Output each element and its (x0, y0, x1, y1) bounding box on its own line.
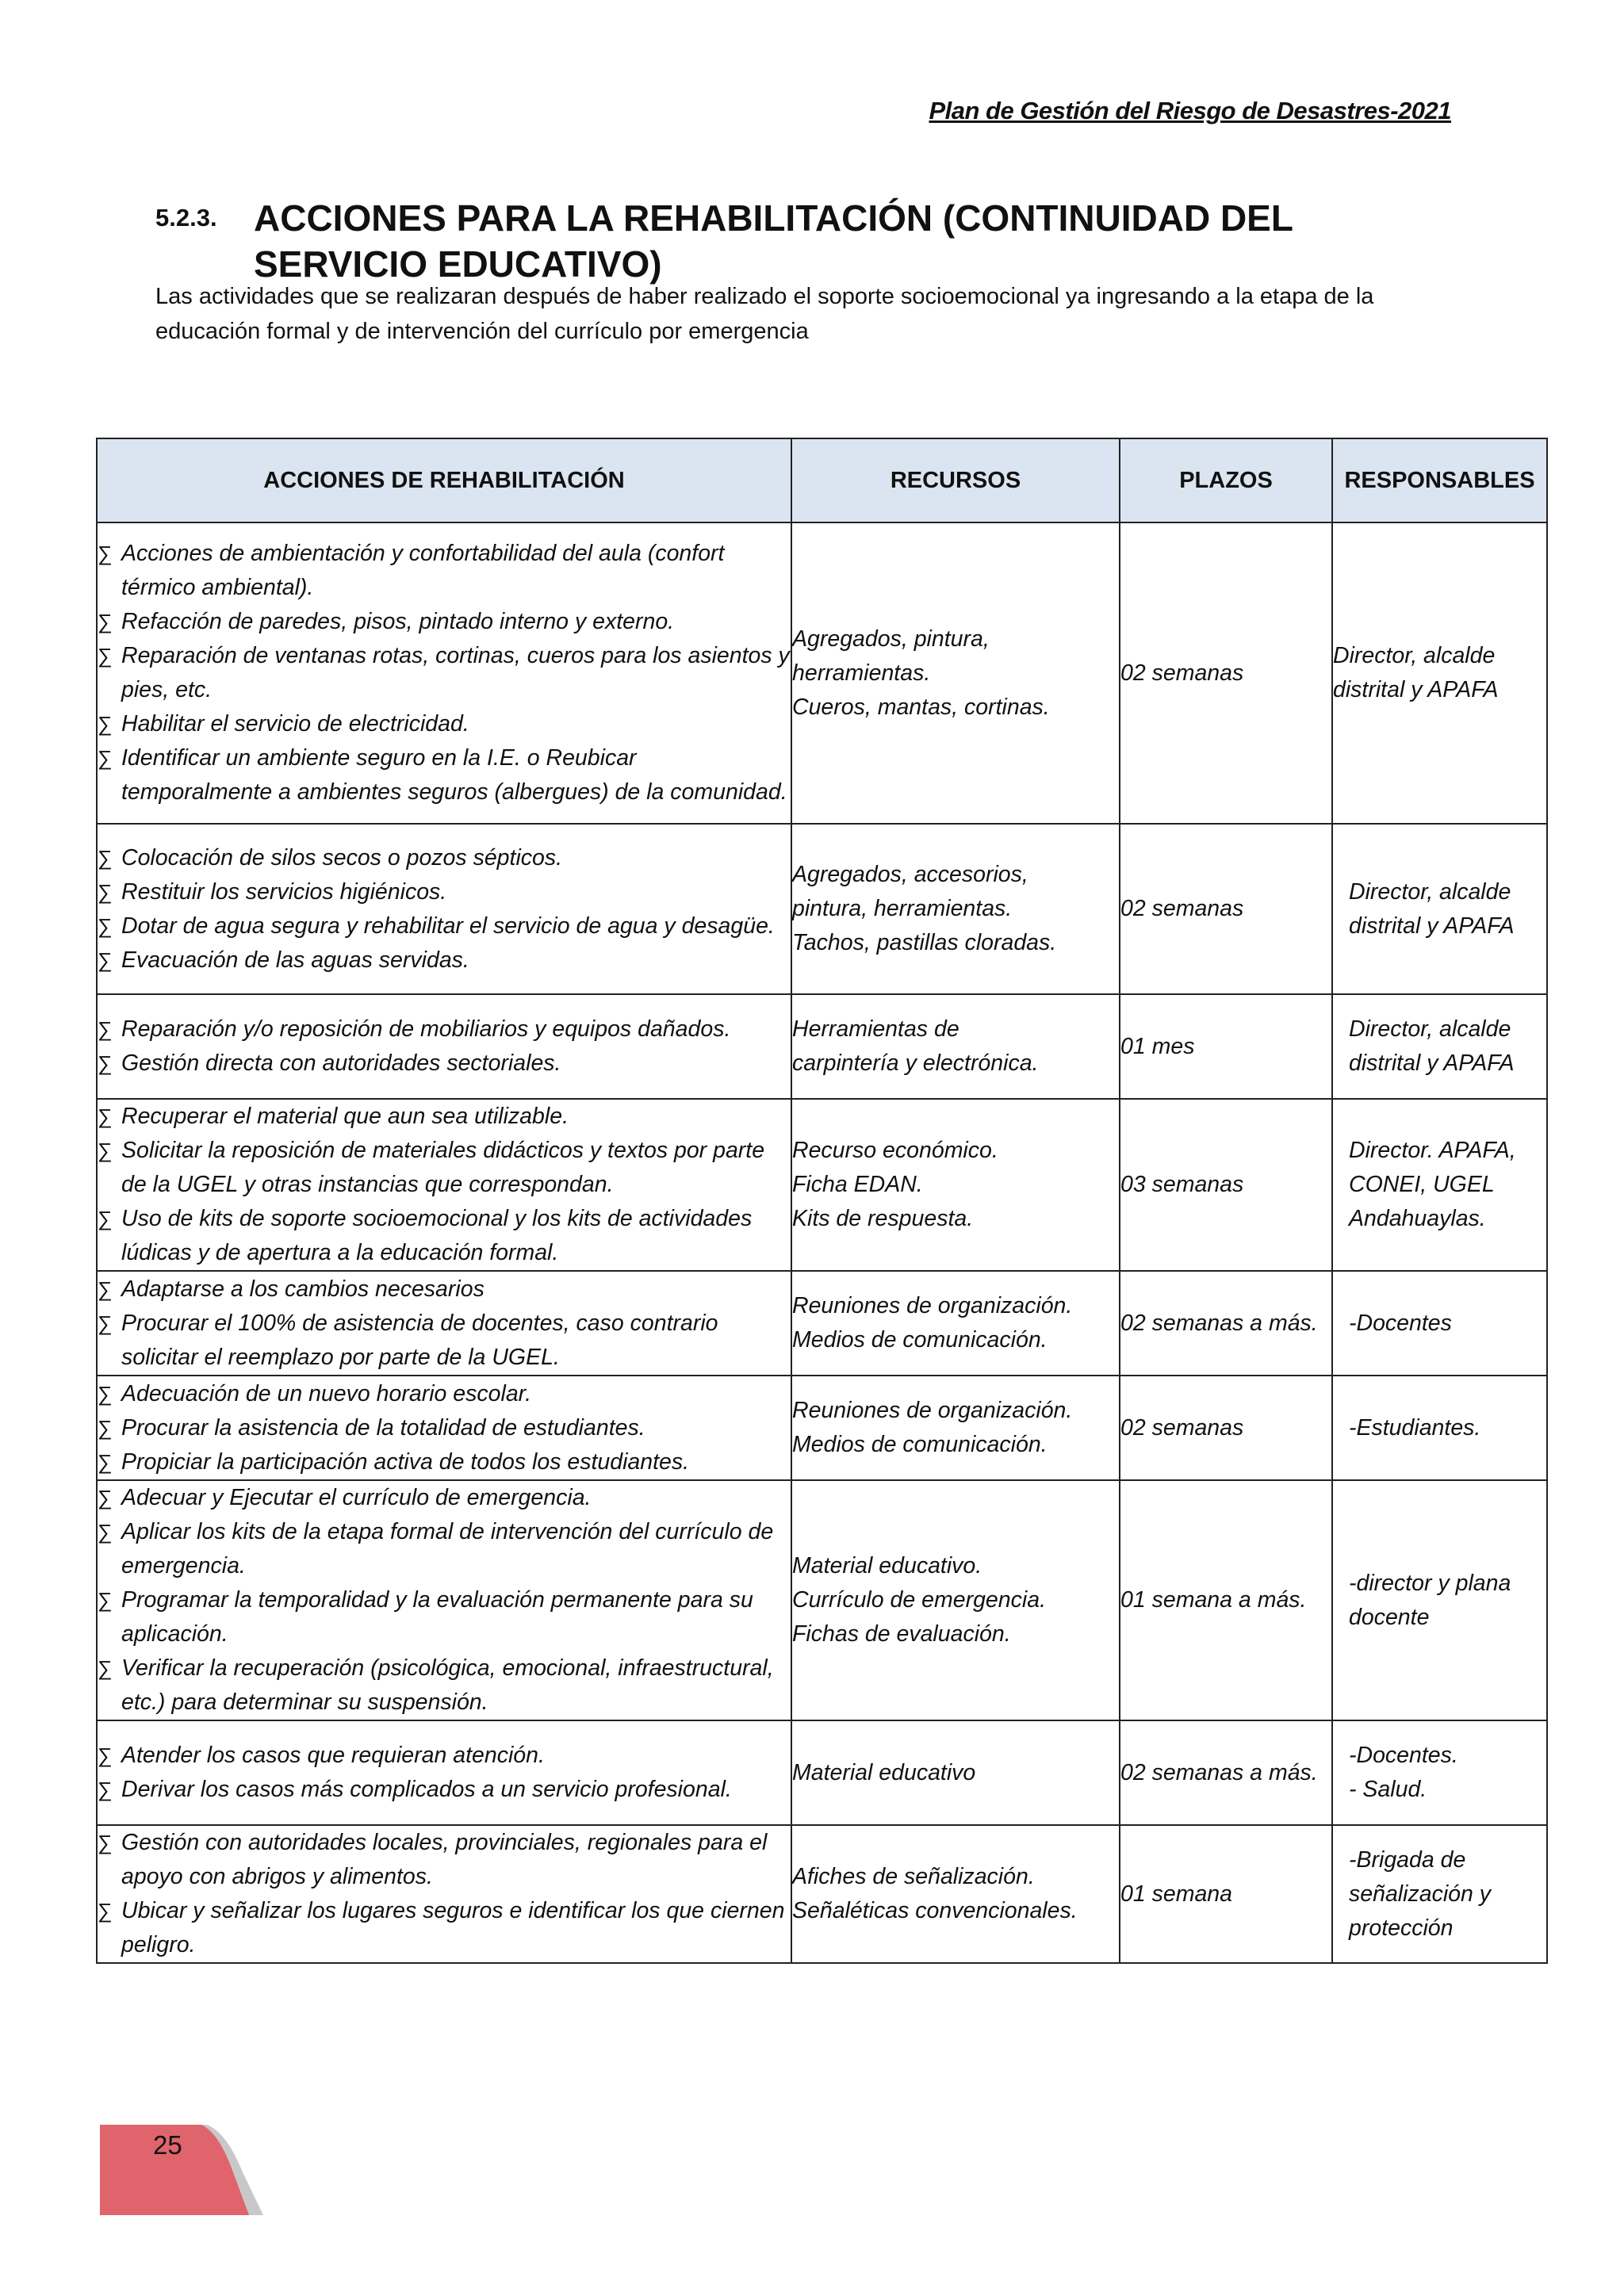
summation-bullet-icon: ∑ (98, 1588, 113, 1612)
action-text: Restituir los servicios higiénicos. (121, 878, 447, 905)
summation-bullet-icon: ∑ (98, 1381, 113, 1406)
actions-cell (97, 1376, 791, 1480)
summation-bullet-icon: ∑ (98, 1520, 113, 1544)
summation-bullet-icon: ∑ (98, 1138, 113, 1162)
action-text: Identificar un ambiente seguro en la I.E. o Reubicar temporalmente a ambientes seguros (albergues) de la comunidad. (121, 745, 787, 805)
summation-bullet-icon: ∑ (98, 913, 113, 938)
actions-list (98, 1377, 791, 1479)
actions-cell (97, 1099, 791, 1271)
action-text: Adaptarse a los cambios necesarios (121, 1276, 485, 1302)
action-text: Recuperar el material que aun sea utilizable. (121, 1104, 569, 1129)
deadline-cell: 02 semanas (1120, 824, 1332, 994)
deadline-cell: 02 semanas (1120, 522, 1332, 824)
action-item (98, 707, 791, 741)
action-text: Aplicar los kits de la etapa formal de intervención del currículo de emergencia. (121, 1519, 774, 1578)
deadline-cell: 03 semanas (1120, 1099, 1332, 1271)
actions-list (98, 1100, 791, 1270)
summation-bullet-icon: ∑ (98, 1743, 113, 1767)
actions-cell (97, 1720, 791, 1825)
action-text: Reparación y/o reposición de mobiliarios y equipos dañados. (121, 1016, 731, 1042)
running-header: Plan de Gestión del Riesgo de Desastres-2021 (929, 97, 1451, 124)
action-item (98, 1012, 791, 1047)
summation-bullet-icon: ∑ (98, 1104, 113, 1128)
action-text: Gestión directa con autoridades sectoriales. (121, 1050, 561, 1076)
actions-cell (97, 1825, 791, 1963)
resources-cell: Afiches de señalización. Señaléticas convencionales. (791, 1825, 1120, 1963)
resources-cell: Material educativo (791, 1720, 1120, 1825)
action-item (98, 875, 791, 909)
action-text: Colocación de silos secos o pozos sépticos. (121, 844, 563, 871)
actions-list (98, 1826, 791, 1962)
actions-list (98, 1481, 791, 1720)
action-item (98, 1202, 791, 1270)
table-row (97, 1825, 1547, 1963)
action-item (98, 1894, 791, 1962)
resources-cell: Material educativo. Currículo de emergencia. Fichas de evaluación. (791, 1480, 1120, 1720)
responsible-cell: -Estudiantes. (1332, 1376, 1547, 1480)
summation-bullet-icon: ∑ (98, 947, 113, 972)
responsible-cell: -director y plana docente (1332, 1480, 1547, 1720)
action-text: Uso de kits de soporte socioemocional y los kits de actividades lúdicas y de apertura a la educación formal. (121, 1206, 753, 1265)
page-number: 25 (153, 2130, 182, 2160)
action-text: Atender los casos que requieran atención. (121, 1743, 545, 1768)
summation-bullet-icon: ∑ (98, 1311, 113, 1335)
table-row (97, 824, 1547, 994)
table-row (97, 1480, 1547, 1720)
table-row (97, 1376, 1547, 1480)
action-item (98, 1826, 791, 1894)
section-title: ACCIONES PARA LA REHABILITACIÓN (CONTINUIDAD DEL SERVICIO EDUCATIVO) (254, 197, 1293, 285)
action-item (98, 1651, 791, 1720)
table-row (97, 522, 1547, 824)
deadline-cell: 02 semanas a más. (1120, 1271, 1332, 1376)
actions-list (98, 841, 791, 978)
actions-cell (97, 522, 791, 824)
action-item (98, 909, 791, 943)
action-text: Adecuar y Ejecutar el currículo de emergencia. (121, 1485, 592, 1510)
actions-list (98, 1739, 791, 1807)
resources-cell: Recurso económico. Ficha EDAN. Kits de respuesta. (791, 1099, 1120, 1271)
actions-cell (97, 824, 791, 994)
summation-bullet-icon: ∑ (98, 1207, 113, 1230)
action-item (98, 1307, 791, 1375)
action-item (98, 1047, 791, 1081)
action-text: Derivar los casos más complicados a un servicio profesional. (121, 1777, 732, 1802)
action-item (98, 1739, 791, 1773)
action-text: Verificar la recuperación (psicológica, emocional, infraestructural, etc.) para determinar su suspensión. (121, 1655, 774, 1715)
actions-cell (97, 994, 791, 1099)
responsible-cell: Director. APAFA, CONEI, UGEL Andahuaylas. (1332, 1099, 1547, 1271)
header-deadlines: PLAZOS (1120, 438, 1332, 522)
summation-bullet-icon: ∑ (98, 610, 113, 633)
deadline-cell: 01 semana (1120, 1825, 1332, 1963)
action-item (98, 1481, 791, 1515)
responsible-cell: -Docentes. - Salud. (1332, 1720, 1547, 1825)
summation-bullet-icon: ∑ (98, 1017, 113, 1041)
responsible-cell: -Docentes (1332, 1271, 1547, 1376)
action-item (98, 605, 791, 639)
summation-bullet-icon: ∑ (98, 1831, 113, 1854)
responsible-cell: Director, alcalde distrital y APAFA (1332, 824, 1547, 994)
action-text: Evacuación de las aguas servidas. (121, 947, 469, 973)
deadline-cell: 02 semanas a más. (1120, 1720, 1332, 1825)
action-item (98, 1445, 791, 1479)
action-item (98, 1377, 791, 1411)
actions-list (98, 537, 791, 809)
action-item (98, 1272, 791, 1307)
action-item (98, 1515, 791, 1583)
action-item (98, 1134, 791, 1202)
resources-cell: Agregados, accesorios, pintura, herramientas. Tachos, pastillas cloradas. (791, 824, 1120, 994)
action-item (98, 841, 791, 875)
action-text: Procurar la asistencia de la totalidad de estudiantes. (121, 1414, 645, 1441)
summation-bullet-icon: ∑ (98, 1276, 113, 1301)
summation-bullet-icon: ∑ (98, 1899, 113, 1923)
summation-bullet-icon: ∑ (98, 1486, 113, 1510)
summation-bullet-icon: ∑ (98, 746, 113, 770)
summation-bullet-icon: ∑ (98, 712, 113, 736)
action-text: Refacción de paredes, pisos, pintado interno y externo. (121, 609, 675, 634)
action-text: Solicitar la reposición de materiales didácticos y textos por parte de la UGEL y otras instancias que correspondan. (121, 1138, 765, 1197)
resources-cell: Agregados, pintura, herramientas. Cueros, mantas, cortinas. (791, 522, 1120, 824)
summation-bullet-icon: ∑ (98, 1415, 113, 1440)
resources-cell: Reuniones de organización. Medios de comunicación. (791, 1271, 1120, 1376)
action-item (98, 943, 791, 978)
action-text: Propiciar la participación activa de todos los estudiantes. (121, 1448, 690, 1475)
resources-cell: Herramientas de carpintería y electrónica. (791, 994, 1120, 1099)
action-text: Adecuación de un nuevo horario escolar. (121, 1380, 532, 1406)
section-number: 5.2.3. (155, 204, 217, 232)
summation-bullet-icon: ∑ (98, 845, 113, 870)
action-text: Gestión con autoridades locales, provinciales, regionales para el apoyo con abrigos y alimentos. (121, 1830, 768, 1889)
table-row (97, 1271, 1547, 1376)
header-responsible: RESPONSABLES (1332, 438, 1547, 522)
resources-cell: Reuniones de organización. Medios de comunicación. (791, 1376, 1120, 1480)
action-item (98, 1583, 791, 1651)
summation-bullet-icon: ∑ (98, 644, 113, 668)
table-header-row (97, 438, 1547, 522)
action-text: Ubicar y señalizar los lugares seguros e identificar los que ciernen peligro. (121, 1898, 785, 1957)
summation-bullet-icon: ∑ (98, 1777, 113, 1801)
action-item (98, 537, 791, 605)
table-row (97, 1720, 1547, 1825)
action-text: Dotar de agua segura y rehabilitar el servicio de agua y desagüe. (121, 913, 775, 939)
actions-list (98, 1012, 791, 1081)
summation-bullet-icon: ∑ (98, 879, 113, 904)
deadline-cell: 01 semana a más. (1120, 1480, 1332, 1720)
action-item (98, 741, 791, 809)
table-body (97, 522, 1547, 1963)
action-text: Reparación de ventanas rotas, cortinas, cueros para los asientos y pies, etc. (121, 643, 790, 702)
actions-cell (97, 1271, 791, 1376)
header-actions: ACCIONES DE REHABILITACIÓN (97, 438, 791, 522)
summation-bullet-icon: ∑ (98, 1449, 113, 1474)
summation-bullet-icon: ∑ (98, 1051, 113, 1075)
responsible-cell: Director, alcalde distrital y APAFA (1332, 994, 1547, 1099)
action-item (98, 1100, 791, 1134)
header-resources: RECURSOS (791, 438, 1120, 522)
action-text: Procurar el 100% de asistencia de docentes, caso contrario solicitar el reemplazo por parte de la UGEL. (121, 1310, 718, 1370)
action-text: Acciones de ambientación y confortabilidad del aula (confort térmico ambiental). (121, 541, 725, 600)
deadline-cell: 02 semanas (1120, 1376, 1332, 1480)
actions-cell (97, 1480, 791, 1720)
actions-list (98, 1272, 791, 1375)
responsible-cell: -Brigada de señalización y protección (1332, 1825, 1547, 1963)
responsible-cell: Director, alcalde distrital y APAFA (1332, 522, 1547, 824)
action-item (98, 639, 791, 707)
action-text: Habilitar el servicio de electricidad. (121, 711, 469, 737)
table-row (97, 994, 1547, 1099)
action-item (98, 1773, 791, 1807)
rehabilitation-actions-table (96, 438, 1548, 1964)
action-text: Programar la temporalidad y la evaluación permanente para su aplicación. (121, 1587, 753, 1647)
table-row (97, 1099, 1547, 1271)
summation-bullet-icon: ∑ (98, 541, 113, 565)
intro-paragraph: Las actividades que se realizaran después de haber realizado el soporte socioemocional ya ingresando a la etapa de la educación formal y de intervención del currículo por emergencia (155, 284, 1374, 344)
action-item (98, 1411, 791, 1445)
deadline-cell: 01 mes (1120, 994, 1332, 1099)
summation-bullet-icon: ∑ (98, 1656, 113, 1680)
